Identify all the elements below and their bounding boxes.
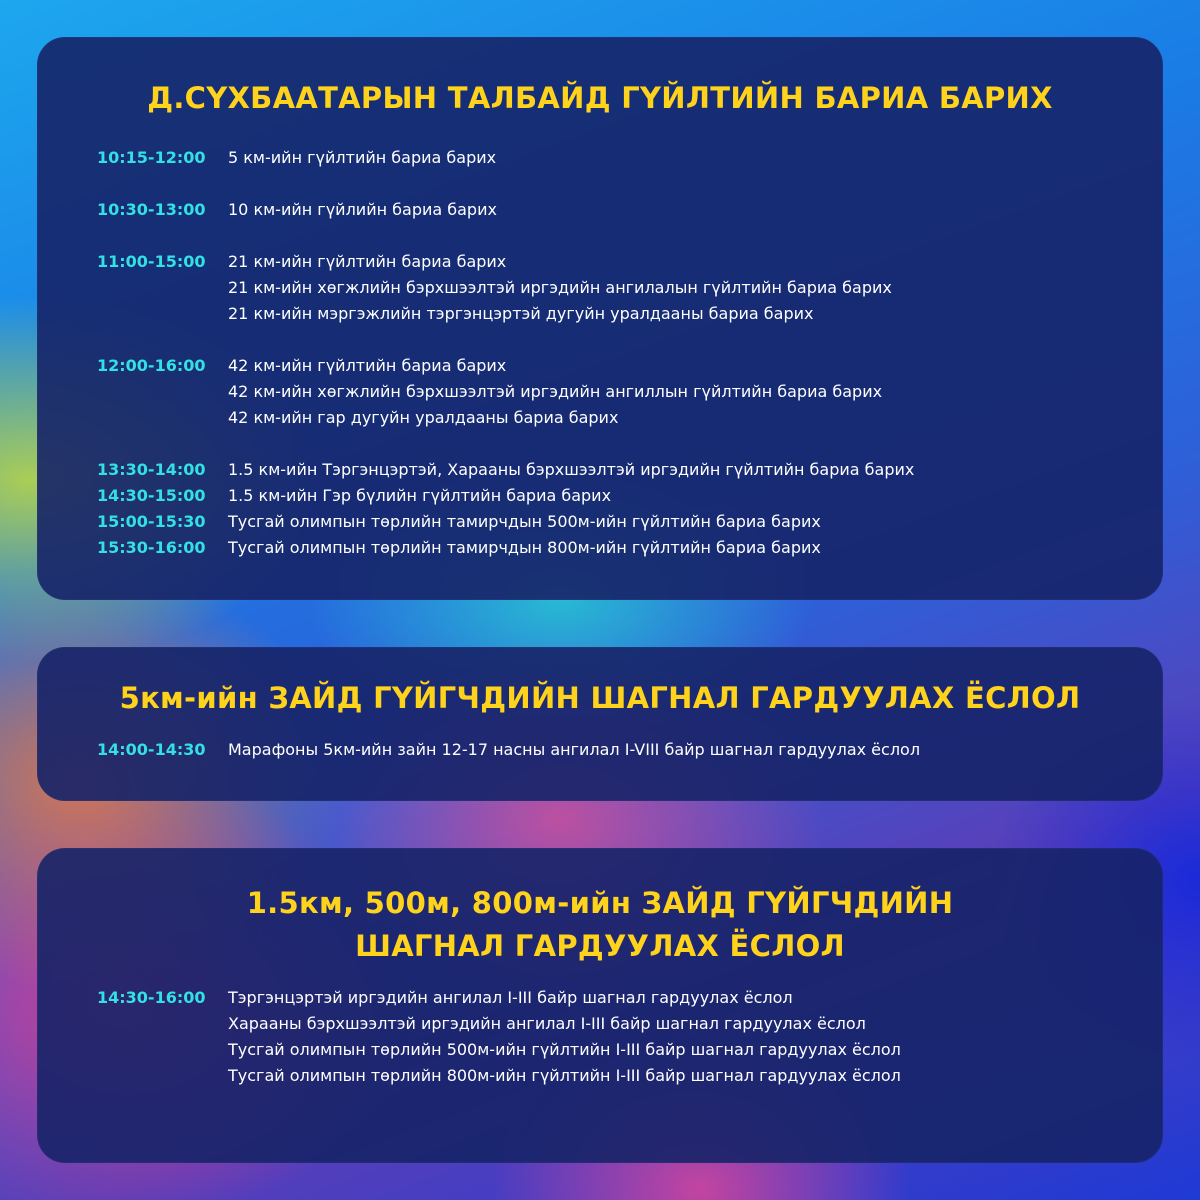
schedule-entry — [97, 197, 1133, 223]
event-item: 21 км-ийн хөгжлийн бэрхшээлтэй иргэдийн ангилалын гүйлтийн бариа барих — [228, 278, 892, 297]
panel-title — [37, 848, 1163, 968]
event-list — [228, 509, 1133, 535]
event-item: 10 км-ийн гүйлийн бариа барих — [228, 200, 497, 219]
event-list — [228, 457, 1133, 483]
time-range: 15:00-15:30 — [97, 512, 206, 531]
event-item: Тусгай олимпын төрлийн 500м-ийн гүйлтийн I-III байр шагнал гардуулах ёслол — [228, 1040, 901, 1059]
time-range: 14:00-14:30 — [97, 740, 206, 759]
panel-title: Д.СҮХБААТАРЫН ТАЛБАЙД ГҮЙЛТИЙН БАРИА БАРИХ — [147, 81, 1053, 115]
short-distance-award-ceremony-panel — [37, 848, 1163, 1163]
panel-title-line-1: 1.5км, 500м, 800м-ийн ЗАЙД ГҮЙГЧДИЙН — [246, 886, 954, 920]
schedule-entry — [97, 985, 1133, 1089]
schedule-entry — [97, 249, 1133, 327]
event-list — [228, 249, 1133, 327]
schedule-entry — [97, 483, 1133, 509]
time-range: 12:00-16:00 — [97, 356, 206, 375]
event-list — [228, 483, 1133, 509]
event-item: Тусгай олимпын төрлийн 800м-ийн гүйлтийн I-III байр шагнал гардуулах ёслол — [228, 1066, 901, 1085]
time-range: 15:30-16:00 — [97, 538, 206, 557]
event-item: 42 км-ийн гар дугуйн уралдааны бариа барих — [228, 408, 619, 427]
schedule-list — [97, 145, 1133, 561]
event-list — [228, 353, 1133, 431]
event-item: 21 км-ийн гүйлтийн бариа барих — [228, 252, 507, 271]
schedule-list — [97, 737, 1133, 763]
event-item: 5 км-ийн гүйлтийн бариа барих — [228, 148, 497, 167]
event-item: 42 км-ийн гүйлтийн бариа барих — [228, 356, 507, 375]
event-item: 1.5 км-ийн Тэргэнцэртэй, Харааны бэрхшээлтэй иргэдийн гүйлтийн бариа барих — [228, 460, 915, 479]
schedule-entry — [97, 145, 1133, 171]
event-item: 1.5 км-ийн Гэр бүлийн гүйлтийн бариа барих — [228, 486, 612, 505]
event-item: Тэргэнцэртэй иргэдийн ангилал I-III байр шагнал гардуулах ёслол — [228, 988, 793, 1007]
time-range: 14:30-15:00 — [97, 486, 206, 505]
panel-title: 5км-ийн ЗАЙД ГҮЙГЧДИЙН ШАГНАЛ ГАРДУУЛАХ ЁСЛОЛ — [119, 681, 1081, 715]
event-item: 21 км-ийн мэргэжлийн тэргэнцэртэй дугуйн уралдааны бариа барих — [228, 304, 814, 323]
schedule-entry — [97, 535, 1133, 561]
event-list — [228, 737, 1133, 763]
5km-award-ceremony-panel — [37, 647, 1163, 801]
schedule-entry — [97, 353, 1133, 431]
event-item: Тусгай олимпын төрлийн тамирчдын 500м-ийн гүйлтийн бариа барих — [228, 512, 821, 531]
schedule-entry — [97, 509, 1133, 535]
schedule-entry — [97, 737, 1133, 763]
time-range: 10:15-12:00 — [97, 148, 206, 167]
event-item: Харааны бэрхшээлтэй иргэдийн ангилал I-III байр шагнал гардуулах ёслол — [228, 1014, 866, 1033]
schedule-list — [97, 985, 1133, 1089]
finish-line-schedule-panel — [37, 37, 1163, 600]
event-list — [228, 145, 1133, 171]
event-item: Тусгай олимпын төрлийн тамирчдын 800м-ийн гүйлтийн бариа барих — [228, 538, 821, 557]
time-range: 10:30-13:00 — [97, 200, 206, 219]
event-list — [228, 535, 1133, 561]
event-list — [228, 985, 1133, 1089]
time-range: 13:30-14:00 — [97, 460, 206, 479]
time-range: 11:00-15:00 — [97, 252, 206, 271]
event-list — [228, 197, 1133, 223]
schedule-entry — [97, 457, 1133, 483]
event-item: Марафоны 5км-ийн зайн 12-17 насны ангилал I-VIII байр шагнал гардуулах ёслол — [228, 740, 921, 759]
time-range: 14:30-16:00 — [97, 988, 206, 1007]
event-item: 42 км-ийн хөгжлийн бэрхшээлтэй иргэдийн ангиллын гүйлтийн бариа барих — [228, 382, 883, 401]
panel-title-line-2: ШАГНАЛ ГАРДУУЛАХ ЁСЛОЛ — [355, 929, 845, 963]
